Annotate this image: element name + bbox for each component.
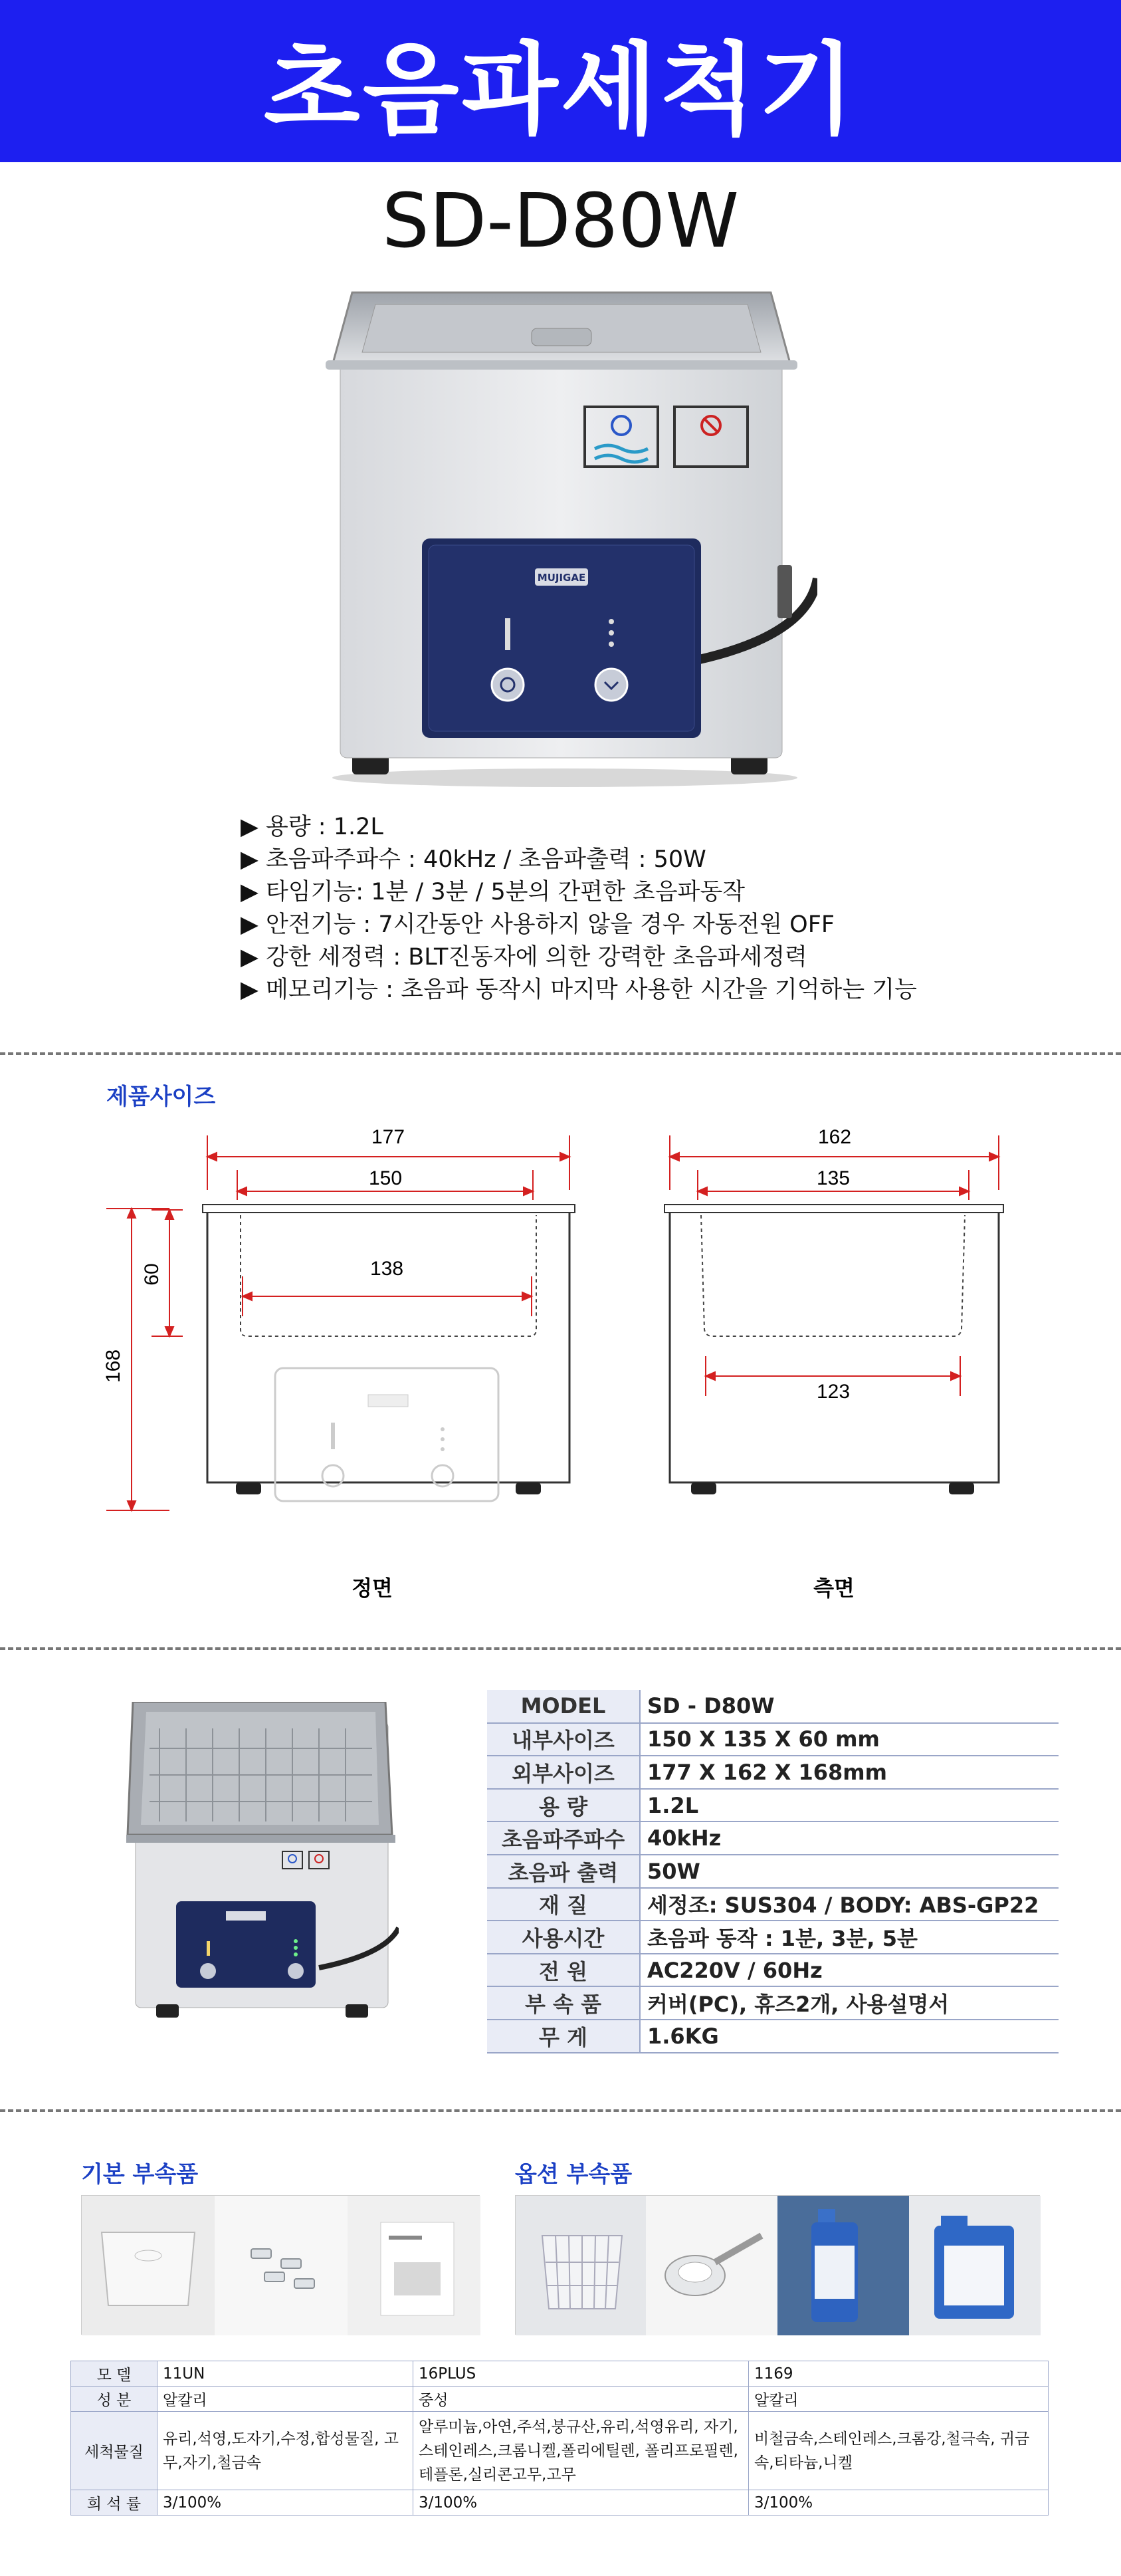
table-row: [71, 2490, 1049, 2516]
front-inner-width: 150: [368, 1167, 403, 1189]
spec-value: 1.2L: [640, 1789, 1059, 1822]
feature-list: [241, 811, 917, 1006]
detergent-bottle-image: [811, 2209, 858, 2322]
cover-image: [102, 2232, 195, 2305]
table-row: [71, 2412, 1049, 2490]
table-row: [487, 1723, 1059, 1756]
acc-key: 성 분: [71, 2387, 157, 2412]
acc-cell: 알칼리: [749, 2387, 1049, 2412]
front-inner-depth: 60: [141, 1263, 163, 1286]
acc-cell: 알루미늄,아연,주석,붕규산,유리,석영유리, 자기,스테인레스,크롬니켈,폴리에틸렌, 폴리프로필렌, 테플론,실리콘고무,고무: [413, 2412, 749, 2490]
acc-cell: 알칼리: [157, 2387, 413, 2412]
spec-key: 초음파주파수: [487, 1821, 640, 1855]
spec-table: [487, 1690, 1059, 2053]
table-row: [487, 1855, 1059, 1888]
detergent-canister-image: [934, 2216, 1014, 2319]
table-row: [487, 1789, 1059, 1822]
side-view: [664, 1126, 1003, 1601]
option-accessories-photos: [515, 2195, 1040, 2335]
spec-key: 부 속 품: [487, 1986, 640, 2020]
table-row: [71, 2387, 1049, 2412]
divider: [0, 2109, 1121, 2112]
accessory-table: [70, 2361, 1049, 2516]
table-row: [487, 1921, 1059, 1954]
spec-value: 177 X 162 X 168mm: [640, 1756, 1059, 1789]
product-main-image: [312, 286, 817, 791]
page-header: [0, 0, 1121, 162]
acc-key: 모 델: [71, 2361, 157, 2387]
front-bottom-width: 138: [369, 1258, 404, 1280]
spec-value: 40kHz: [640, 1821, 1059, 1855]
spec-key: 재 질: [487, 1888, 640, 1921]
acc-cell: 유리,석영,도자기,수정,합성물질, 고무,자기,철금속: [157, 2412, 413, 2490]
spec-value: 50W: [640, 1855, 1059, 1888]
table-row: [487, 1986, 1059, 2020]
table-row: [487, 1690, 1059, 1723]
acc-key: 희 석 률: [71, 2490, 157, 2516]
spec-value: SD - D80W: [640, 1690, 1059, 1723]
size-diagram: [100, 1117, 1030, 1622]
feature-item: ▶ 강한 세정력 : BLT진동자에 의한 강력한 초음파세정력: [241, 944, 807, 971]
model-name: SD-D80W: [381, 178, 740, 265]
front-view: [102, 1126, 575, 1601]
spec-value: 커버(PC), 휴즈2개, 사용설명서: [640, 1986, 1059, 2020]
divider: [0, 1052, 1121, 1055]
spec-value: 초음파 동작 : 1분, 3분, 5분: [640, 1921, 1059, 1954]
acc-cell: 3/100%: [157, 2490, 413, 2516]
acc-cell: 11UN: [157, 2361, 413, 2387]
option-accessories-title: 옵션 부속품: [515, 2161, 633, 2188]
front-outer-width: 177: [371, 1126, 405, 1148]
spec-value: 1.6KG: [640, 2020, 1059, 2053]
acc-cell: 3/100%: [413, 2490, 749, 2516]
feature-item: ▶ 용량 : 1.2L: [241, 814, 383, 840]
spec-value: AC220V / 60Hz: [640, 1954, 1059, 1987]
side-outer-width: 162: [817, 1126, 852, 1148]
table-row: [487, 1756, 1059, 1789]
acc-cell: 3/100%: [749, 2490, 1049, 2516]
size-section-title: 제품사이즈: [106, 1084, 216, 1110]
feature-item: ▶ 타임기능: 1분 / 3분 / 5분의 간편한 초음파동작: [241, 879, 746, 905]
spec-key: 사용시간: [487, 1921, 640, 1954]
spec-key: MODEL: [487, 1690, 640, 1723]
spec-key: 내부사이즈: [487, 1723, 640, 1756]
feature-item: ▶ 초음파주파수 : 40kHz / 초음파출력 : 50W: [241, 846, 706, 873]
acc-cell: 1169: [749, 2361, 1049, 2387]
front-height: 168: [102, 1349, 124, 1383]
front-view-label: 정면: [352, 1576, 393, 1601]
feature-item: ▶ 메모리기능 : 초음파 동작시 마지막 사용한 시간을 기억하는 기능: [241, 977, 917, 1003]
table-row: [487, 1954, 1059, 1987]
acc-cell: 비철금속,스테인레스,크롬강,철극속, 귀금속,티타늄,니켈: [749, 2412, 1049, 2490]
side-inner-width: 135: [816, 1167, 851, 1189]
table-row: [71, 2361, 1049, 2387]
page-title: 초음파세척기: [263, 33, 858, 148]
spec-key: 무 게: [487, 2020, 640, 2053]
table-row: [487, 2020, 1059, 2053]
acc-cell: 16PLUS: [413, 2361, 749, 2387]
basic-accessories-photos: [81, 2195, 480, 2335]
spec-key: 초음파 출력: [487, 1855, 640, 1888]
brand-label: MUJIGAE: [537, 572, 586, 584]
spec-value: 150 X 135 X 60 mm: [640, 1723, 1059, 1756]
spec-value: 세정조: SUS304 / BODY: ABS-GP22: [640, 1888, 1059, 1921]
table-row: [487, 1888, 1059, 1921]
feature-item: ▶ 안전기능 : 7시간동안 사용하지 않을 경우 자동전원 OFF: [241, 911, 835, 938]
side-view-label: 측면: [813, 1576, 855, 1601]
acc-key: 세척물질: [71, 2412, 157, 2490]
spec-key: 전 원: [487, 1954, 640, 1987]
table-row: [487, 1821, 1059, 1855]
spec-key: 용 량: [487, 1789, 640, 1822]
divider: [0, 1647, 1121, 1650]
product-spec-image: [120, 1702, 399, 2021]
side-bottom-width: 123: [816, 1381, 851, 1403]
basket-image: [542, 2236, 622, 2309]
acc-cell: 중성: [413, 2387, 749, 2412]
spec-key: 외부사이즈: [487, 1756, 640, 1789]
basic-accessories-title: 기본 부속품: [81, 2161, 199, 2188]
